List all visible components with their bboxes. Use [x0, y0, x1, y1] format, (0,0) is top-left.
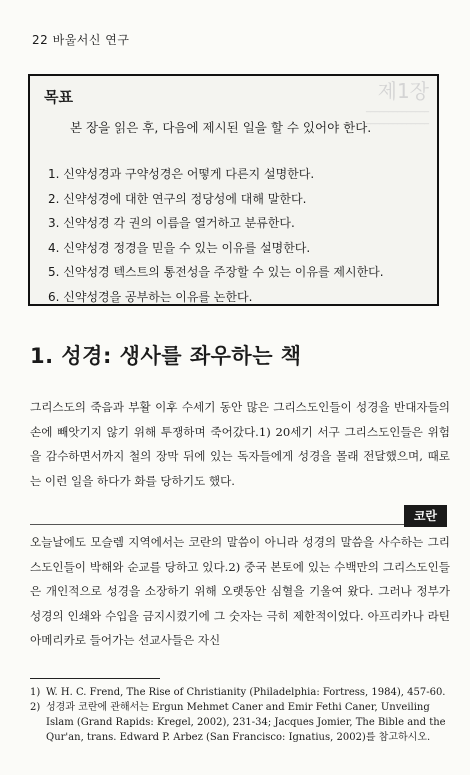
body-paragraph-2: 오늘날에도 모슬렘 지역에서는 코란의 말씀이 아니라 성경의 말씀을 사수하는 그리스도인들이 박해와 순교를 당하고 있다.2) 중국 본토에 있는 수백만의 그리스도인들은 개인적으로 성경을 소장하기 위해 오랫동안 심혈을 기울여 왔다. 그러나 정부가 성경의 인쇄와 수입을 금지시켰기에 그 숫자는 극히 제한적이었다. 아프리카나 라틴아메리카로 들어가는 선교사들은 자신: [30, 535, 450, 647]
goal-item: 3. 신약성경 각 권의 이름을 열거하고 분류한다.: [48, 216, 295, 230]
goals-list: [48, 162, 384, 306]
goal-item: 2. 신약성경에 대한 연구의 정당성에 대해 말한다.: [48, 191, 307, 206]
footnote-text: 성경과 코란에 관해서는 Ergun Mehmet Caner and Emir Fethi Caner, Unveiling Islam (Grand Rapids: Kregel, 2002), 231-34; Jacques Jomier, The Bible and the Qur'an, trans. Edward P. Arbez (San Francisco: Ignatius, 2002)를 참고하시오.: [46, 702, 446, 743]
body-paragraph-1: 그리스도의 죽음과 부활 이후 수세기 동안 많은 그리스도인들이 성경을 반대자들의 손에 빼앗기지 않기 위해 투쟁하며 죽어갔다.1) 20세기 서구 그리스도인들은 위험을 감수하면서까지 철의 장막 뒤에 있는 독자들에게 성경을 몰래 전달했으며, 때로는 이런 일을 하다가 화를 당하기도 했다.: [30, 400, 450, 488]
running-title: 바울서신 연구: [52, 33, 130, 47]
footnote: [30, 700, 455, 745]
footnote-number: 2): [30, 702, 41, 713]
footnote-rule: [30, 678, 160, 679]
goals-title: 목표: [44, 88, 73, 106]
goal-item: 1. 신약성경과 구약성경은 어떻게 다른지 설명한다.: [48, 167, 315, 181]
page-header: [32, 31, 129, 48]
bleed-through-watermark: 제1장 ______________ ______________: [366, 79, 429, 125]
footnote-text: W. H. C. Frend, The Rise of Christianity (Philadelphia: Fortress, 1984), 457-60.: [46, 687, 446, 698]
section-title: 1. 성경: 생사를 좌우하는 책: [30, 344, 302, 368]
goal-item: 4. 신약성경 정경을 믿을 수 있는 이유를 설명한다.: [48, 240, 311, 255]
footnotes: [30, 685, 455, 745]
goals-box: [28, 74, 439, 306]
page-number: 22: [32, 33, 49, 47]
goal-item: 6. 신약성경을 공부하는 이유를 논한다.: [48, 289, 253, 304]
footnote: [30, 685, 455, 700]
margin-tag-koran: 코란: [404, 505, 447, 527]
goal-item: 5. 신약성경 텍스트의 통전성을 주장할 수 있는 이유를 제시한다.: [48, 265, 384, 279]
footnote-number: 1): [30, 687, 41, 698]
goals-intro: 본 장을 읽은 후, 다음에 제시된 일을 할 수 있어야 한다.: [70, 120, 372, 135]
margin-tag-rule: [30, 524, 447, 525]
